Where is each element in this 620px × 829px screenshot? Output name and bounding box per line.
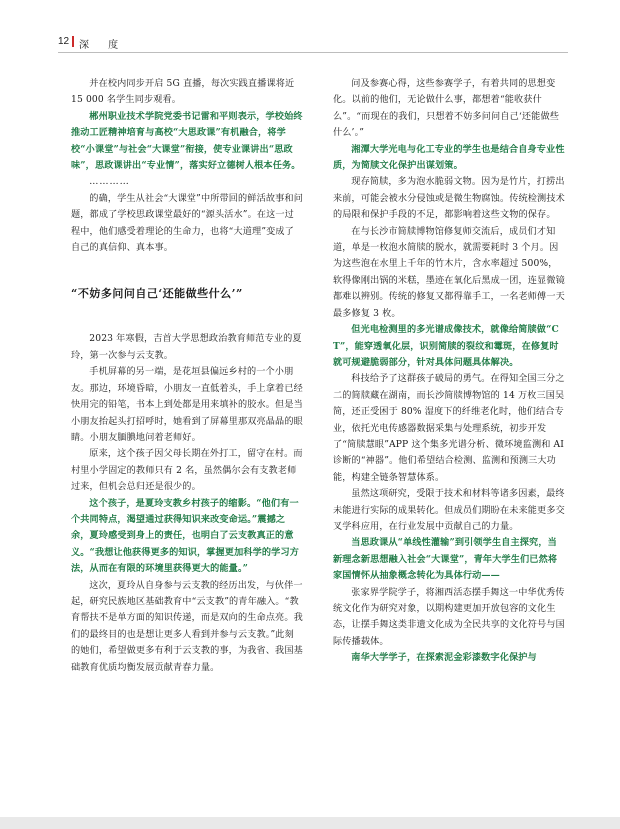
highlighted-paragraph: 郴州职业技术学院党委书记雷和平则表示，学校始终推动工匠精神培育与高校“大思政课”有机融合，将学校“小课堂”与社会“大课堂”衔接，使专业课讲出“思政味”，思政课讲出“专业情”，落实好立德树人根本任务。 xyxy=(71,110,303,172)
paragraph: 张家界学院学子，将湘西活态摆手舞这一中华优秀传统文化作为研究对象，以期构建更加开放包容的文化生态，让摆手舞这类非遗文化成为全民共享的文化符号与国际传播载体。 xyxy=(333,587,565,647)
highlighted-paragraph: 湘潭大学光电与化工专业的学生也是结合自身专业性质，为简牍文化保护出谋划策。 xyxy=(333,143,565,172)
paragraph: 这次，夏玲从自身参与云支教的经历出发，与伙伴一起，研究民族地区基础教育中“云支教”的青年融入。“教育帮扶不是单方面的知识传递，而是双向的生命点亮。我们的最终目的也是想让更多人看到并参与云支教。”此刻的她们，希望做更多有利于云支教的事，为我省、我国基础教育优质均衡发展贡献青春力量。 xyxy=(71,580,303,673)
paragraph: 现存简牍，多为泡水脆弱文物。因为是竹片，打捞出来前，可能会被水分侵蚀或是微生物腐蚀。传统检测技术的局限和保护手段的不足，都影响着这些文物的保存。 xyxy=(333,177,565,221)
left-column xyxy=(71,76,303,676)
paragraph: 在与长沙市简牍博物馆修复师交流后，成员们才知道，单是一枚泡水简牍的脱水，就需要耗时 3 个月。因为这些泡在水里上千年的竹木片，含水率超过 500%，软得像刚出锅的米糕，墨迹在氧化后黑成一团，连显微镜都难以辨别。传统的修复又都得靠手工，一名老师傅一天最多修复 3 枚。 xyxy=(333,226,565,319)
paragraph: 的确，学生从社会“大课堂”中所带回的鲜活故事和问题，都成了学校思政课堂最好的“源头活水”。在这一过程中，他们感受着理论的生命力，也将“大道理”变成了自己的真信仰、真本事。 xyxy=(71,193,303,254)
paragraph: 并在校内同步开启 5G 直播，每次实践直播课将近 15 000 名学生同步观看。 xyxy=(71,79,295,106)
paragraph: 问及参赛心得，这些参赛学子，有着共同的思想变化。以前的他们，无论做什么事，都想着“能收获什么”。“而现在的我们，只想着不妨多问问自己‘还能做些什么’。” xyxy=(333,79,560,139)
highlighted-paragraph: 南华大学学子，在探索泥金彩漆数字化保护与 xyxy=(351,652,537,664)
paragraph: 2023 年寒假，吉首大学思想政治教育师范专业的夏玲，第一次参与云支教。 xyxy=(71,334,302,361)
section-separator: ………… xyxy=(89,177,130,188)
page-number: 12 xyxy=(58,36,70,47)
paragraph: 原来，这个孩子因父母长期在外打工，留守在村。而村里小学固定的教师只有 2 名，虽然偶尔会有支教老师过来，但机会总归还是很少的。 xyxy=(71,449,303,493)
page-header xyxy=(58,36,568,50)
highlighted-paragraph: 当思政课从“单线性灌输”到引领学生自主探究，当新理念新思想融入社会“大课堂”，青年大学生们已然将家国情怀从抽象概念转化为具体行动—— xyxy=(333,537,558,582)
highlighted-paragraph: 但光电检测里的多光谱成像技术，就像给简牍做“CT”，能穿透氧化层，识别简牍的裂纹和霉斑，在修复时就可规避脆弱部分，针对具体问题具体解决。 xyxy=(333,324,559,368)
section-title: 深 度 xyxy=(79,40,127,51)
paragraph: 虽然这项研究，受限于技术和材料等诸多因素，最终未能进行实际的成果转化。但成员们期盼在未来能更多交叉学科应用，在行业发展中贡献自己的力量。 xyxy=(333,489,565,532)
paragraph: 科技给予了这群孩子破局的勇气。在得知全国三分之二的简牍藏在湖南，而长沙简牍博物馆的 14 万枚三国吴简，还正受困于 80% 湿度下的纤维老化时，他们结合专业，依托光电传感器数据采集与处理系统，初步开发了“简牍慧眼”APP 这个集多光谱分析、微环境监测和 AI 诊断的“神器”。他们希望结合检测、监测和预测三大功能，构建全链条智慧体系。 xyxy=(333,374,565,483)
header-divider xyxy=(58,52,568,53)
paragraph: 手机屏幕的另一端，是花垣县偏远乡村的一个小朋友。那边，环境昏暗，小朋友一直低着头，手上拿着已经快用完的铅笔，书本上到处都是用来填补的胶水。但是当小朋友抬起头打招呼时，她看到了屏幕里那双亮晶晶的眼睛。小朋友腼腆地问着老师好。 xyxy=(71,367,303,443)
right-column xyxy=(333,76,565,667)
header-accent-bar xyxy=(72,36,74,47)
page-bottom-band xyxy=(0,817,620,829)
subheading: “不妨多问问自己‘还能做些什么’” xyxy=(71,287,243,301)
highlighted-paragraph: 这个孩子，是夏玲支教乡村孩子的缩影。“他们有一个共同特点，渴望通过获得知识来改变命运。”震撼之余，夏玲感受到身上的责任，也明白了云支教真正的意义。“我想让他获得更多的知识，掌握更加科学的学习方法，从而在有限的环境里获得更大的能量。” xyxy=(71,497,299,575)
